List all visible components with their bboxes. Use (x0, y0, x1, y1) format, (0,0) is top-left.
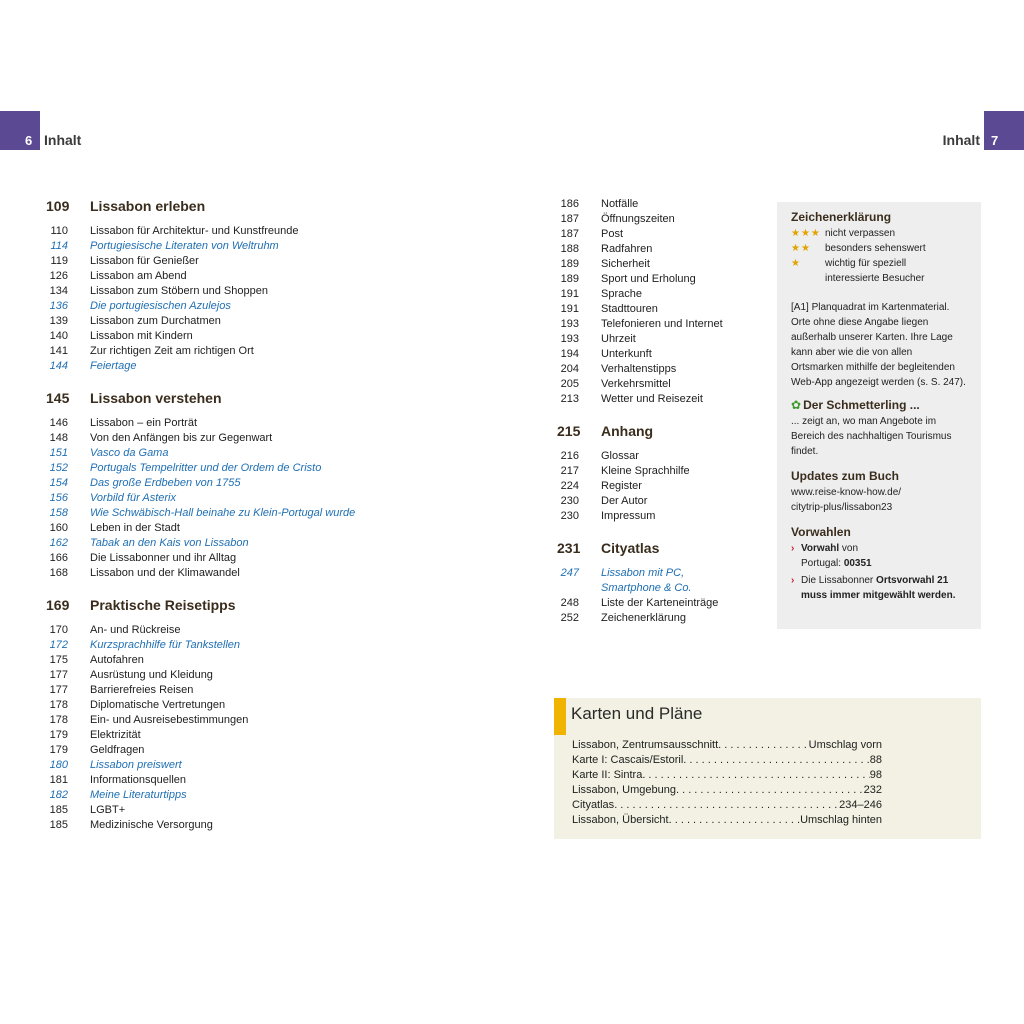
toc-entry[interactable] (46, 329, 526, 344)
toc-section-title: Anhang (601, 423, 654, 439)
toc-entry-title: Die Lissabonner und ihr Alltag (90, 552, 237, 564)
leader-dots (642, 768, 869, 783)
toc-entry-title: Stadttouren (601, 303, 658, 315)
toc-entry-page: 248 (560, 597, 579, 609)
toc-entry-page: 182 (49, 789, 68, 801)
toc-entry-page: 194 (560, 348, 579, 360)
maps-item-page: Umschlag vorn (808, 739, 882, 751)
toc-entry-title: Lissabon am Abend (90, 270, 187, 282)
toc-entry[interactable] (557, 377, 767, 392)
toc-entry-title: Das große Erdbeben von 1755 (90, 477, 241, 489)
toc-entry[interactable] (46, 224, 526, 239)
schmetterling-heading: ✿ Der Schmetterling ... (791, 398, 920, 412)
toc-entry-page: 162 (49, 537, 68, 549)
toc-section-title: Lissabon verstehen (90, 390, 222, 406)
toc-entry[interactable] (46, 359, 526, 374)
toc-entry[interactable] (557, 347, 767, 362)
toc-entry-page: 141 (49, 345, 68, 357)
toc-entry-title: Notfälle (601, 198, 639, 210)
toc-entry-page: 181 (49, 774, 68, 786)
toc-entry-title: Sprache (601, 288, 642, 300)
toc-entry-title: Vorbild für Asterix (90, 492, 176, 504)
toc-entry-page: 189 (560, 258, 579, 270)
toc-entry-title: Öffnungszeiten (601, 213, 675, 225)
toc-entry[interactable] (557, 197, 767, 212)
toc-entry-page: 224 (560, 480, 579, 492)
toc-entry[interactable] (46, 638, 526, 653)
toc-entry[interactable] (46, 566, 526, 581)
toc-entry-page: 152 (49, 462, 68, 474)
maps-list (572, 738, 882, 828)
toc-entry-title: Medizinische Versorgung (90, 819, 213, 831)
toc-entry-title: Portugiesische Literaten von Weltruhm (90, 240, 279, 252)
toc-entry[interactable] (46, 254, 526, 269)
toc-entry[interactable] (46, 758, 526, 773)
toc-entry-page: 139 (49, 315, 68, 327)
toc-entry-page: 178 (49, 714, 68, 726)
toc-entry-page: 193 (560, 318, 579, 330)
toc-entry-page: 191 (560, 288, 579, 300)
toc-entry-page: 148 (49, 432, 68, 444)
section-spacer (46, 581, 526, 597)
legend-star-row (791, 256, 967, 271)
star-icon: ★★★ (791, 228, 821, 239)
toc-section-heading[interactable] (557, 423, 767, 443)
page-number-right: 7 (991, 133, 999, 148)
toc-entry[interactable] (557, 596, 767, 611)
leader-dots (614, 798, 839, 813)
toc-entry[interactable] (46, 623, 526, 638)
maps-accent-bar (554, 698, 566, 735)
toc-entry[interactable] (557, 287, 767, 302)
toc-entry-page: 140 (49, 330, 68, 342)
section-spacer (46, 374, 526, 390)
toc-entry-title: Lissabon zum Durchatmen (90, 315, 221, 327)
toc-entry[interactable] (46, 284, 526, 299)
schmetterling-text: ... zeigt an, wo man Angebote im Bereich des nachhaltigen Tourismus findet. (791, 416, 952, 457)
toc-entry[interactable] (557, 227, 767, 242)
toc-entry-page: 179 (49, 729, 68, 741)
toc-entry[interactable] (557, 566, 767, 596)
toc-entry[interactable] (46, 299, 526, 314)
toc-entry-title: Wetter und Reisezeit (601, 393, 703, 405)
toc-entry[interactable] (557, 509, 767, 524)
toc-entry[interactable] (46, 683, 526, 698)
legend-star-row (791, 226, 967, 241)
maps-title: Karten und Pläne (571, 704, 703, 723)
toc-entry[interactable] (46, 803, 526, 818)
toc-entry-title: Liste der Karteneinträge (601, 597, 719, 609)
toc-entry-title: Verhaltenstipps (601, 363, 677, 375)
header-title-right: Inhalt (942, 132, 980, 148)
toc-section-heading[interactable] (46, 597, 526, 617)
toc-entry-page: 179 (49, 744, 68, 756)
chevron-right-icon: › (791, 575, 795, 586)
toc-entry-page: 110 (50, 225, 68, 237)
legend-heading: Zeichenerklärung (791, 210, 892, 224)
maps-item-page: Umschlag hinten (800, 814, 882, 826)
toc-entry-title: Telefonieren und Internet (601, 318, 723, 330)
toc-entry-title: Uhrzeit (601, 333, 636, 345)
chevron-right-icon: › (791, 543, 795, 554)
star-icon: ★★ (791, 243, 811, 254)
toc-entry-title: Glossar (601, 450, 639, 462)
toc-entry-page: 178 (49, 699, 68, 711)
toc-entry[interactable] (46, 713, 526, 728)
toc-entry-page: 136 (49, 300, 68, 312)
toc-entry[interactable] (46, 521, 526, 536)
toc-entry-title: Geldfragen (90, 744, 145, 756)
toc-entry-page: 230 (560, 510, 579, 522)
toc-entry[interactable] (46, 728, 526, 743)
toc-entry[interactable] (46, 314, 526, 329)
toc-entry-title: Zeichenerklärung (601, 612, 686, 624)
toc-entry-page: 158 (49, 507, 68, 519)
leader-dots (669, 813, 800, 828)
toc-entry-page: 114 (50, 240, 68, 252)
toc-entry[interactable] (557, 449, 767, 464)
toc-entry[interactable] (46, 818, 526, 833)
toc-entry[interactable] (46, 788, 526, 803)
toc-entry-title: Vasco da Gama (90, 447, 169, 459)
toc-entry[interactable] (46, 446, 526, 461)
butterfly-icon: ✿ (791, 398, 802, 412)
toc-entry[interactable] (46, 491, 526, 506)
maps-item-label: Karte I: Cascais/Estoril (572, 754, 684, 766)
toc-entry[interactable] (46, 743, 526, 758)
maps-item-label: Karte II: Sintra (572, 769, 643, 781)
toc-entry-title: Impressum (601, 510, 656, 522)
toc-entry-page: 187 (560, 213, 579, 225)
toc-entry-title: Zur richtigen Zeit am richtigen Ort (90, 345, 254, 357)
maps-item-label: Lissabon, Umgebung (572, 784, 676, 796)
toc-entry[interactable] (46, 431, 526, 446)
toc-section-page: 231 (557, 540, 581, 556)
toc-entry[interactable] (46, 668, 526, 683)
legend-star-text: wichtig für speziell (825, 258, 907, 269)
maps-item-page: 88 (869, 754, 882, 766)
toc-entry-page: 230 (560, 495, 579, 507)
toc-entry-page: 213 (560, 393, 579, 405)
toc-entry-page: 166 (49, 552, 68, 564)
maps-box (554, 698, 981, 839)
toc-entry[interactable] (557, 257, 767, 272)
vorwahl-lissabon: › Die Lissabonner Ortsvorwahl 21 muss immer mitgewählt werden. (791, 575, 956, 601)
toc-entry-title: Feiertage (90, 360, 137, 372)
toc-entry-title: Lissabon mit Kindern (90, 330, 193, 342)
toc-entry-page: 170 (49, 624, 68, 636)
maps-item-page: 98 (869, 769, 882, 781)
maps-item-page: 234–246 (839, 799, 882, 811)
toc-entry-title: Die portugiesischen Azulejos (90, 300, 231, 312)
legend-star-text: besonders sehenswert (825, 243, 926, 254)
toc-entry[interactable] (557, 242, 767, 257)
toc-entry-title: Lissabon für Genießer (90, 255, 199, 267)
toc-section-title: Praktische Reisetipps (90, 597, 236, 613)
toc-entry-page: 175 (49, 654, 68, 666)
toc-entry[interactable] (46, 344, 526, 359)
toc-entry-title: Elektrizität (90, 729, 141, 741)
toc-entry[interactable] (557, 272, 767, 287)
toc-entry[interactable] (46, 698, 526, 713)
toc-entry[interactable] (557, 212, 767, 227)
toc-left-column (46, 198, 526, 833)
toc-entry-page: 119 (50, 255, 68, 267)
toc-entry[interactable] (557, 362, 767, 377)
toc-entry[interactable] (557, 479, 767, 494)
toc-entry-page: 126 (49, 270, 68, 282)
toc-entry-title: Unterkunft (601, 348, 652, 360)
toc-entry-page: 205 (560, 378, 579, 390)
maps-list-item[interactable] (572, 738, 882, 753)
maps-item-page: 232 (863, 784, 882, 796)
leader-dots (718, 738, 809, 753)
toc-entry-title: Sicherheit (601, 258, 650, 270)
section-spacer (557, 524, 767, 540)
toc-entry-title: Barrierefreies Reisen (90, 684, 194, 696)
toc-entry-page: 188 (560, 243, 579, 255)
toc-entry[interactable] (46, 551, 526, 566)
toc-entry-page: 193 (560, 333, 579, 345)
toc-entry[interactable] (46, 773, 526, 788)
vorwahlen-heading: Vorwahlen (791, 525, 851, 539)
toc-section-heading[interactable] (46, 390, 526, 410)
toc-section-title: Cityatlas (601, 540, 660, 556)
toc-entry-page: 185 (49, 804, 68, 816)
toc-entry[interactable] (46, 416, 526, 431)
toc-entry[interactable] (557, 302, 767, 317)
toc-entry-title: Tabak an den Kais von Lissabon (90, 537, 249, 549)
toc-entry[interactable] (46, 269, 526, 284)
updates-url-line1[interactable]: www.reise-know-how.de/ (791, 487, 902, 498)
legend-planquadrat: [A1] Planquadrat im Kartenmaterial. Orte ohne diese Angabe liegen außerhalb unserer Karten. Ihre Lage kann aber wie die von allen Ortsmarken mithilfe der begleitenden Web-App angezeigt werden (s. S. 247). (791, 302, 966, 388)
toc-section-heading[interactable] (46, 198, 526, 218)
toc-entry[interactable] (46, 476, 526, 491)
toc-entry-title: Der Autor (601, 495, 648, 507)
section-spacer (557, 407, 767, 423)
toc-entry-title: Leben in der Stadt (90, 522, 180, 534)
toc-entry-title: Meine Literaturtipps (90, 789, 187, 801)
toc-entry[interactable] (46, 506, 526, 521)
maps-list-item[interactable] (572, 753, 882, 768)
toc-entry-page: 177 (49, 669, 68, 681)
legend-star-text: nicht verpassen (825, 228, 896, 239)
toc-entry[interactable] (46, 536, 526, 551)
toc-entry-title: Informationsquellen (90, 774, 187, 786)
toc-entry-title: Lissabon für Architektur- und Kunstfreunde (90, 225, 299, 237)
toc-entry-page: 168 (49, 567, 68, 579)
toc-entry-title: Portugals Tempelritter und der Ordem de Cristo (90, 462, 322, 474)
toc-entry-page: 252 (560, 612, 579, 624)
toc-section-page: 215 (557, 423, 581, 439)
star-icon: ★ (791, 258, 801, 269)
toc-entry-title: Radfahren (601, 243, 653, 255)
toc-section-title: Lissabon erleben (90, 198, 206, 214)
toc-entry-page: 186 (560, 198, 579, 210)
toc-entry-page: 154 (49, 477, 68, 489)
page-number-left: 6 (25, 133, 33, 148)
toc-section-page: 109 (46, 198, 70, 214)
toc-entry-title: LGBT+ (90, 804, 126, 816)
toc-entry-page: 177 (49, 684, 68, 696)
legend-box (777, 202, 981, 629)
toc-entry-title: Lissabon zum Stöbern und Shoppen (90, 285, 268, 297)
toc-entry-page: 156 (49, 492, 68, 504)
toc-entry-page: 217 (560, 465, 579, 477)
leader-dots (683, 753, 869, 768)
maps-list-item[interactable] (572, 783, 882, 798)
updates-heading: Updates zum Buch (791, 469, 900, 483)
maps-item-label: Lissabon, Übersicht (572, 814, 669, 826)
toc-entry[interactable] (557, 332, 767, 347)
toc-entry-title: Verkehrsmittel (601, 378, 671, 390)
toc-entry-title: Register (601, 480, 642, 492)
toc-entry-title: Kleine Sprachhilfe (601, 465, 690, 477)
toc-entry-title: Kurzsprachhilfe für Tankstellen (90, 639, 241, 651)
toc-entry-title: Ausrüstung und Kleidung (90, 669, 213, 681)
toc-entry-page: 204 (560, 363, 579, 375)
toc-entry-title: Von den Anfängen bis zur Gegenwart (90, 432, 273, 444)
toc-entry-title: Lissabon – ein Porträt (90, 417, 198, 429)
toc-entry[interactable] (46, 461, 526, 476)
toc-entry-page: 216 (560, 450, 579, 462)
page-tab-left (0, 111, 40, 150)
toc-entry-page: 187 (560, 228, 579, 240)
toc-entry-page: 160 (49, 522, 68, 534)
toc-section-page: 145 (46, 390, 70, 406)
toc-section-heading[interactable] (557, 540, 767, 560)
updates-url-line2[interactable]: citytrip-plus/lissabon23 (791, 502, 893, 513)
toc-middle-column (557, 197, 767, 626)
toc-entry-page: 144 (49, 360, 68, 372)
toc-entry-title: Autofahren (90, 654, 144, 666)
toc-entry-page: 191 (560, 303, 579, 315)
toc-entry-page: 146 (49, 417, 68, 429)
vorwahl-portugal: › Vorwahl von Portugal: 00351 (791, 543, 872, 569)
header-title-left: Inhalt (44, 132, 82, 148)
toc-entry[interactable] (557, 611, 767, 626)
maps-item-label: Lissabon, Zentrumsausschnitt (572, 739, 719, 751)
toc-entry-page: 151 (49, 447, 68, 459)
toc-entry-title: An- und Rückreise (90, 624, 181, 636)
toc-entry[interactable] (557, 494, 767, 509)
legend-star-continued: interessierte Besucher (825, 273, 925, 284)
maps-item-label: Cityatlas (572, 799, 615, 811)
toc-entry-title: Lissabon und der Klimawandel (90, 567, 240, 579)
toc-entry-title: Diplomatische Vertretungen (90, 699, 226, 711)
toc-entry-title: Lissabon mit PC, Smartphone & Co. (601, 567, 692, 594)
toc-entry[interactable] (46, 239, 526, 254)
toc-entry-page: 247 (560, 567, 579, 579)
toc-entry-page: 134 (49, 285, 68, 297)
toc-entry-page: 189 (560, 273, 579, 285)
leader-dots (676, 783, 864, 798)
toc-entry-title: Post (601, 228, 624, 240)
toc-entry-title: Ein- und Ausreisebestimmungen (90, 714, 249, 726)
toc-entry-page: 185 (49, 819, 68, 831)
toc-entry[interactable] (557, 317, 767, 332)
maps-list-item[interactable] (572, 798, 882, 813)
toc-entry-page: 172 (49, 639, 68, 651)
maps-list-item[interactable] (572, 813, 882, 828)
toc-entry-title: Wie Schwäbisch-Hall beinahe zu Klein-Portugal wurde (90, 507, 356, 519)
toc-section-page: 169 (46, 597, 70, 613)
toc-entry-page: 180 (49, 759, 68, 771)
toc-entry[interactable] (557, 392, 767, 407)
toc-entry[interactable] (46, 653, 526, 668)
toc-entry-title: Lissabon preiswert (90, 759, 182, 771)
maps-list-item[interactable] (572, 768, 882, 783)
page-tab-right (984, 111, 1024, 150)
legend-star-row (791, 241, 967, 256)
toc-entry-title: Sport und Erholung (601, 273, 696, 285)
toc-entry[interactable] (557, 464, 767, 479)
